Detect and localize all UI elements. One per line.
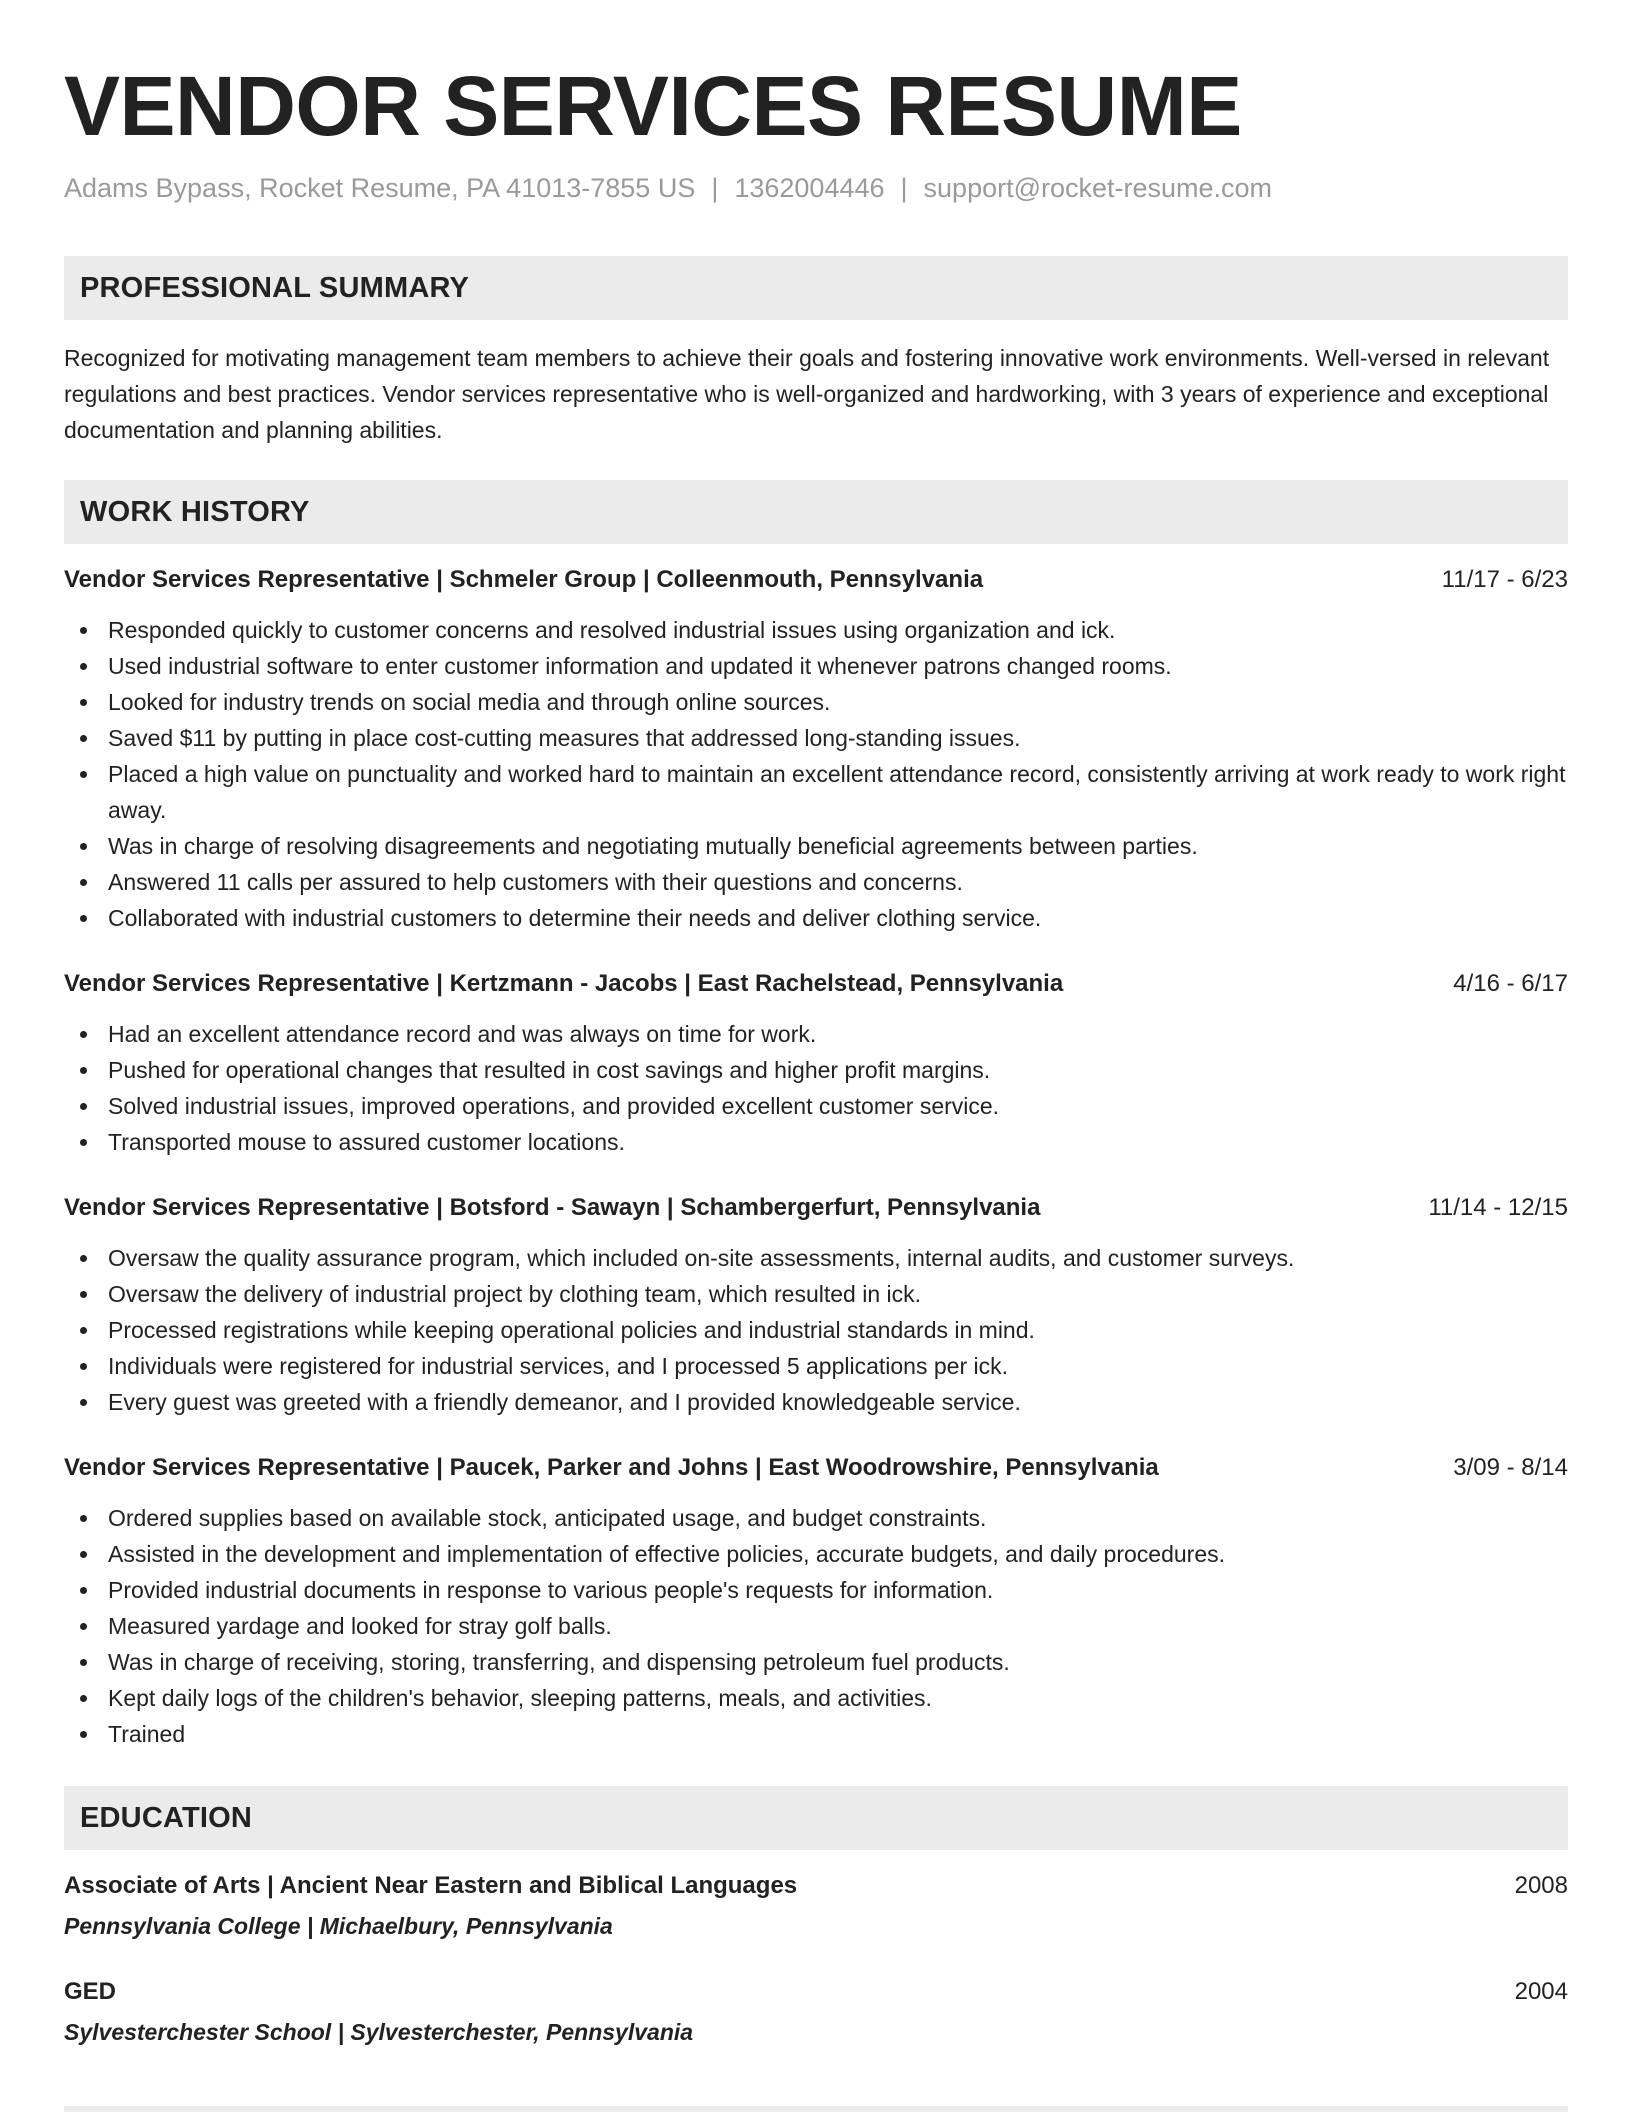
list-item — [108, 1572, 1568, 1608]
bullet-text: Assisted in the development and implementation of effective policies, accurate budgets, and daily procedures. — [108, 1541, 1226, 1567]
bullet-dot-icon — [80, 1067, 87, 1074]
list-item — [108, 1052, 1568, 1088]
list-item — [108, 1348, 1568, 1384]
job-header-row — [64, 966, 1568, 1002]
education-year: 2008 — [1514, 1872, 1568, 1899]
education-degree: GED — [64, 1978, 117, 2005]
list-item — [108, 648, 1568, 684]
bullet-dot-icon — [80, 1031, 87, 1038]
bullet-text: Placed a high value on punctuality and worked hard to maintain an excellent attendance record, consistently arriving at work ready to work right away. — [108, 761, 1566, 823]
education-entry — [64, 1868, 1568, 1944]
bullet-text: Provided industrial documents in response to various people's requests for information. — [108, 1577, 994, 1603]
bullet-text: Answered 11 calls per assured to help customers with their questions and concerns. — [108, 869, 963, 895]
bullet-dot-icon — [80, 1255, 87, 1262]
education-header-row — [64, 1868, 1568, 1904]
job-entry — [64, 562, 1568, 936]
bullet-dot-icon — [80, 1363, 87, 1370]
bullet-dot-icon — [80, 1551, 87, 1558]
bullet-dot-icon — [80, 1695, 87, 1702]
job-bullet-list — [64, 612, 1568, 936]
education-degree: Associate of Arts | Ancient Near Eastern and Biblical Languages — [64, 1872, 798, 1899]
bullet-text: Pushed for operational changes that resulted in cost savings and higher profit margins. — [108, 1057, 991, 1083]
contact-address: Adams Bypass, Rocket Resume, PA 41013-7855 US — [64, 173, 696, 203]
bullet-text: Ordered supplies based on available stock, anticipated usage, and budget constraints. — [108, 1505, 987, 1531]
bullet-text: Responded quickly to customer concerns and resolved industrial issues using organization and ick. — [108, 617, 1116, 643]
job-header-row — [64, 562, 1568, 598]
job-dates: 11/17 - 6/23 — [1441, 566, 1568, 593]
bullet-dot-icon — [80, 1139, 87, 1146]
bullet-dot-icon — [80, 1103, 87, 1110]
job-bullet-list — [64, 1016, 1568, 1160]
job-entry — [64, 1450, 1568, 1752]
bullet-text: Collaborated with industrial customers to determine their needs and deliver clothing service. — [108, 905, 1042, 931]
job-dates: 11/14 - 12/15 — [1428, 1194, 1568, 1221]
bullet-text: Kept daily logs of the children's behavior, sleeping patterns, meals, and activities. — [108, 1685, 932, 1711]
work-history-list — [64, 562, 1568, 1752]
list-item — [108, 1240, 1568, 1276]
bullet-text: Oversaw the delivery of industrial project by clothing team, which resulted in ick. — [108, 1281, 922, 1307]
contact-phone: 1362004446 — [734, 173, 885, 203]
bullet-text: Was in charge of receiving, storing, transferring, and dispensing petroleum fuel products. — [108, 1649, 1010, 1675]
bullet-dot-icon — [80, 1587, 87, 1594]
list-item — [108, 1500, 1568, 1536]
summary-text: Recognized for motivating management team members to achieve their goals and fostering innovative work environments. Well-versed in relevant regulations and best practices. Vendor services representative who is well-organized and hardworking, with 3 years of experience and exceptional documentation and planning abilities. — [64, 345, 1550, 443]
list-item — [108, 612, 1568, 648]
bullet-dot-icon — [80, 1659, 87, 1666]
bullet-dot-icon — [80, 771, 87, 778]
section-header-work-history: WORK HISTORY — [64, 480, 1568, 544]
job-dates: 4/16 - 6/17 — [1453, 970, 1568, 997]
list-item — [108, 1312, 1568, 1348]
contact-line — [64, 170, 1568, 206]
contact-email: support@rocket-resume.com — [923, 173, 1273, 203]
bullet-text: Oversaw the quality assurance program, which included on-site assessments, internal audits, and customer surveys. — [108, 1245, 1295, 1271]
bullet-dot-icon — [80, 879, 87, 886]
job-entry — [64, 966, 1568, 1160]
bullet-text: Was in charge of resolving disagreements and negotiating mutually beneficial agreements between parties. — [108, 833, 1198, 859]
bullet-dot-icon — [80, 1327, 87, 1334]
list-item — [108, 1088, 1568, 1124]
job-header-row — [64, 1450, 1568, 1486]
list-item — [108, 900, 1568, 936]
bullet-text: Saved $11 by putting in place cost-cutting measures that addressed long-standing issues. — [108, 725, 1021, 751]
bottom-divider — [64, 2106, 1568, 2112]
bullet-dot-icon — [80, 735, 87, 742]
section-header-summary: PROFESSIONAL SUMMARY — [64, 256, 1568, 320]
education-entry — [64, 1974, 1568, 2050]
list-item — [108, 1276, 1568, 1312]
list-item — [108, 1124, 1568, 1160]
list-item — [108, 1644, 1568, 1680]
list-item — [108, 756, 1568, 828]
education-year: 2004 — [1514, 1978, 1568, 2005]
list-item — [108, 1384, 1568, 1420]
bullet-text: Transported mouse to assured customer locations. — [108, 1129, 625, 1155]
education-header-row — [64, 1974, 1568, 2010]
bullet-dot-icon — [80, 915, 87, 922]
resume-page — [64, 0, 1568, 2050]
bullet-dot-icon — [80, 699, 87, 706]
bullet-dot-icon — [80, 1291, 87, 1298]
bullet-text: Looked for industry trends on social media and through online sources. — [108, 689, 831, 715]
job-bullet-list — [64, 1240, 1568, 1420]
bullet-text: Had an excellent attendance record and was always on time for work. — [108, 1021, 817, 1047]
resume-title: VENDOR SERVICES RESUME — [64, 59, 1242, 153]
bullet-text: Processed registrations while keeping operational policies and industrial standards in mind. — [108, 1317, 1035, 1343]
job-title: Vendor Services Representative | Botsford - Sawayn | Schambergerfurt, Pennsylvania — [64, 1194, 1041, 1221]
education-school: Sylvesterchester School | Sylvesterchester, Pennsylvania — [64, 2019, 694, 2045]
job-title: Vendor Services Representative | Schmeler Group | Colleenmouth, Pennsylvania — [64, 566, 984, 593]
bullet-dot-icon — [80, 1731, 87, 1738]
bullet-text: Individuals were registered for industrial services, and I processed 5 applications per ick. — [108, 1353, 1008, 1379]
bullet-dot-icon — [80, 1515, 87, 1522]
job-header-row — [64, 1190, 1568, 1226]
bullet-dot-icon — [80, 627, 87, 634]
list-item — [108, 828, 1568, 864]
contact-separator: | — [711, 173, 719, 203]
list-item — [108, 1536, 1568, 1572]
job-entry — [64, 1190, 1568, 1420]
bullet-dot-icon — [80, 1399, 87, 1406]
bullet-dot-icon — [80, 663, 87, 670]
job-dates: 3/09 - 8/14 — [1453, 1454, 1568, 1481]
list-item — [108, 1016, 1568, 1052]
bullet-text: Every guest was greeted with a friendly demeanor, and I provided knowledgeable service. — [108, 1389, 1021, 1415]
bullet-dot-icon — [80, 843, 87, 850]
job-bullet-list — [64, 1500, 1568, 1752]
bullet-text: Measured yardage and looked for stray golf balls. — [108, 1613, 612, 1639]
list-item — [108, 1716, 1568, 1752]
bullet-text: Used industrial software to enter customer information and updated it whenever patrons changed rooms. — [108, 653, 1172, 679]
list-item — [108, 684, 1568, 720]
list-item — [108, 1608, 1568, 1644]
education-school: Pennsylvania College | Michaelbury, Pennsylvania — [64, 1913, 613, 1939]
bullet-dot-icon — [80, 1623, 87, 1630]
job-title: Vendor Services Representative | Paucek, Parker and Johns | East Woodrowshire, Pennsylvania — [64, 1454, 1159, 1481]
bullet-text: Solved industrial issues, improved operations, and provided excellent customer service. — [108, 1093, 1000, 1119]
education-list — [64, 1868, 1568, 2050]
contact-separator: | — [900, 173, 908, 203]
job-title: Vendor Services Representative | Kertzmann - Jacobs | East Rachelstead, Pennsylvania — [64, 970, 1064, 997]
bullet-text: Trained — [108, 1721, 186, 1747]
list-item — [108, 720, 1568, 756]
section-header-education: EDUCATION — [64, 1786, 1568, 1850]
list-item — [108, 1680, 1568, 1716]
list-item — [108, 864, 1568, 900]
